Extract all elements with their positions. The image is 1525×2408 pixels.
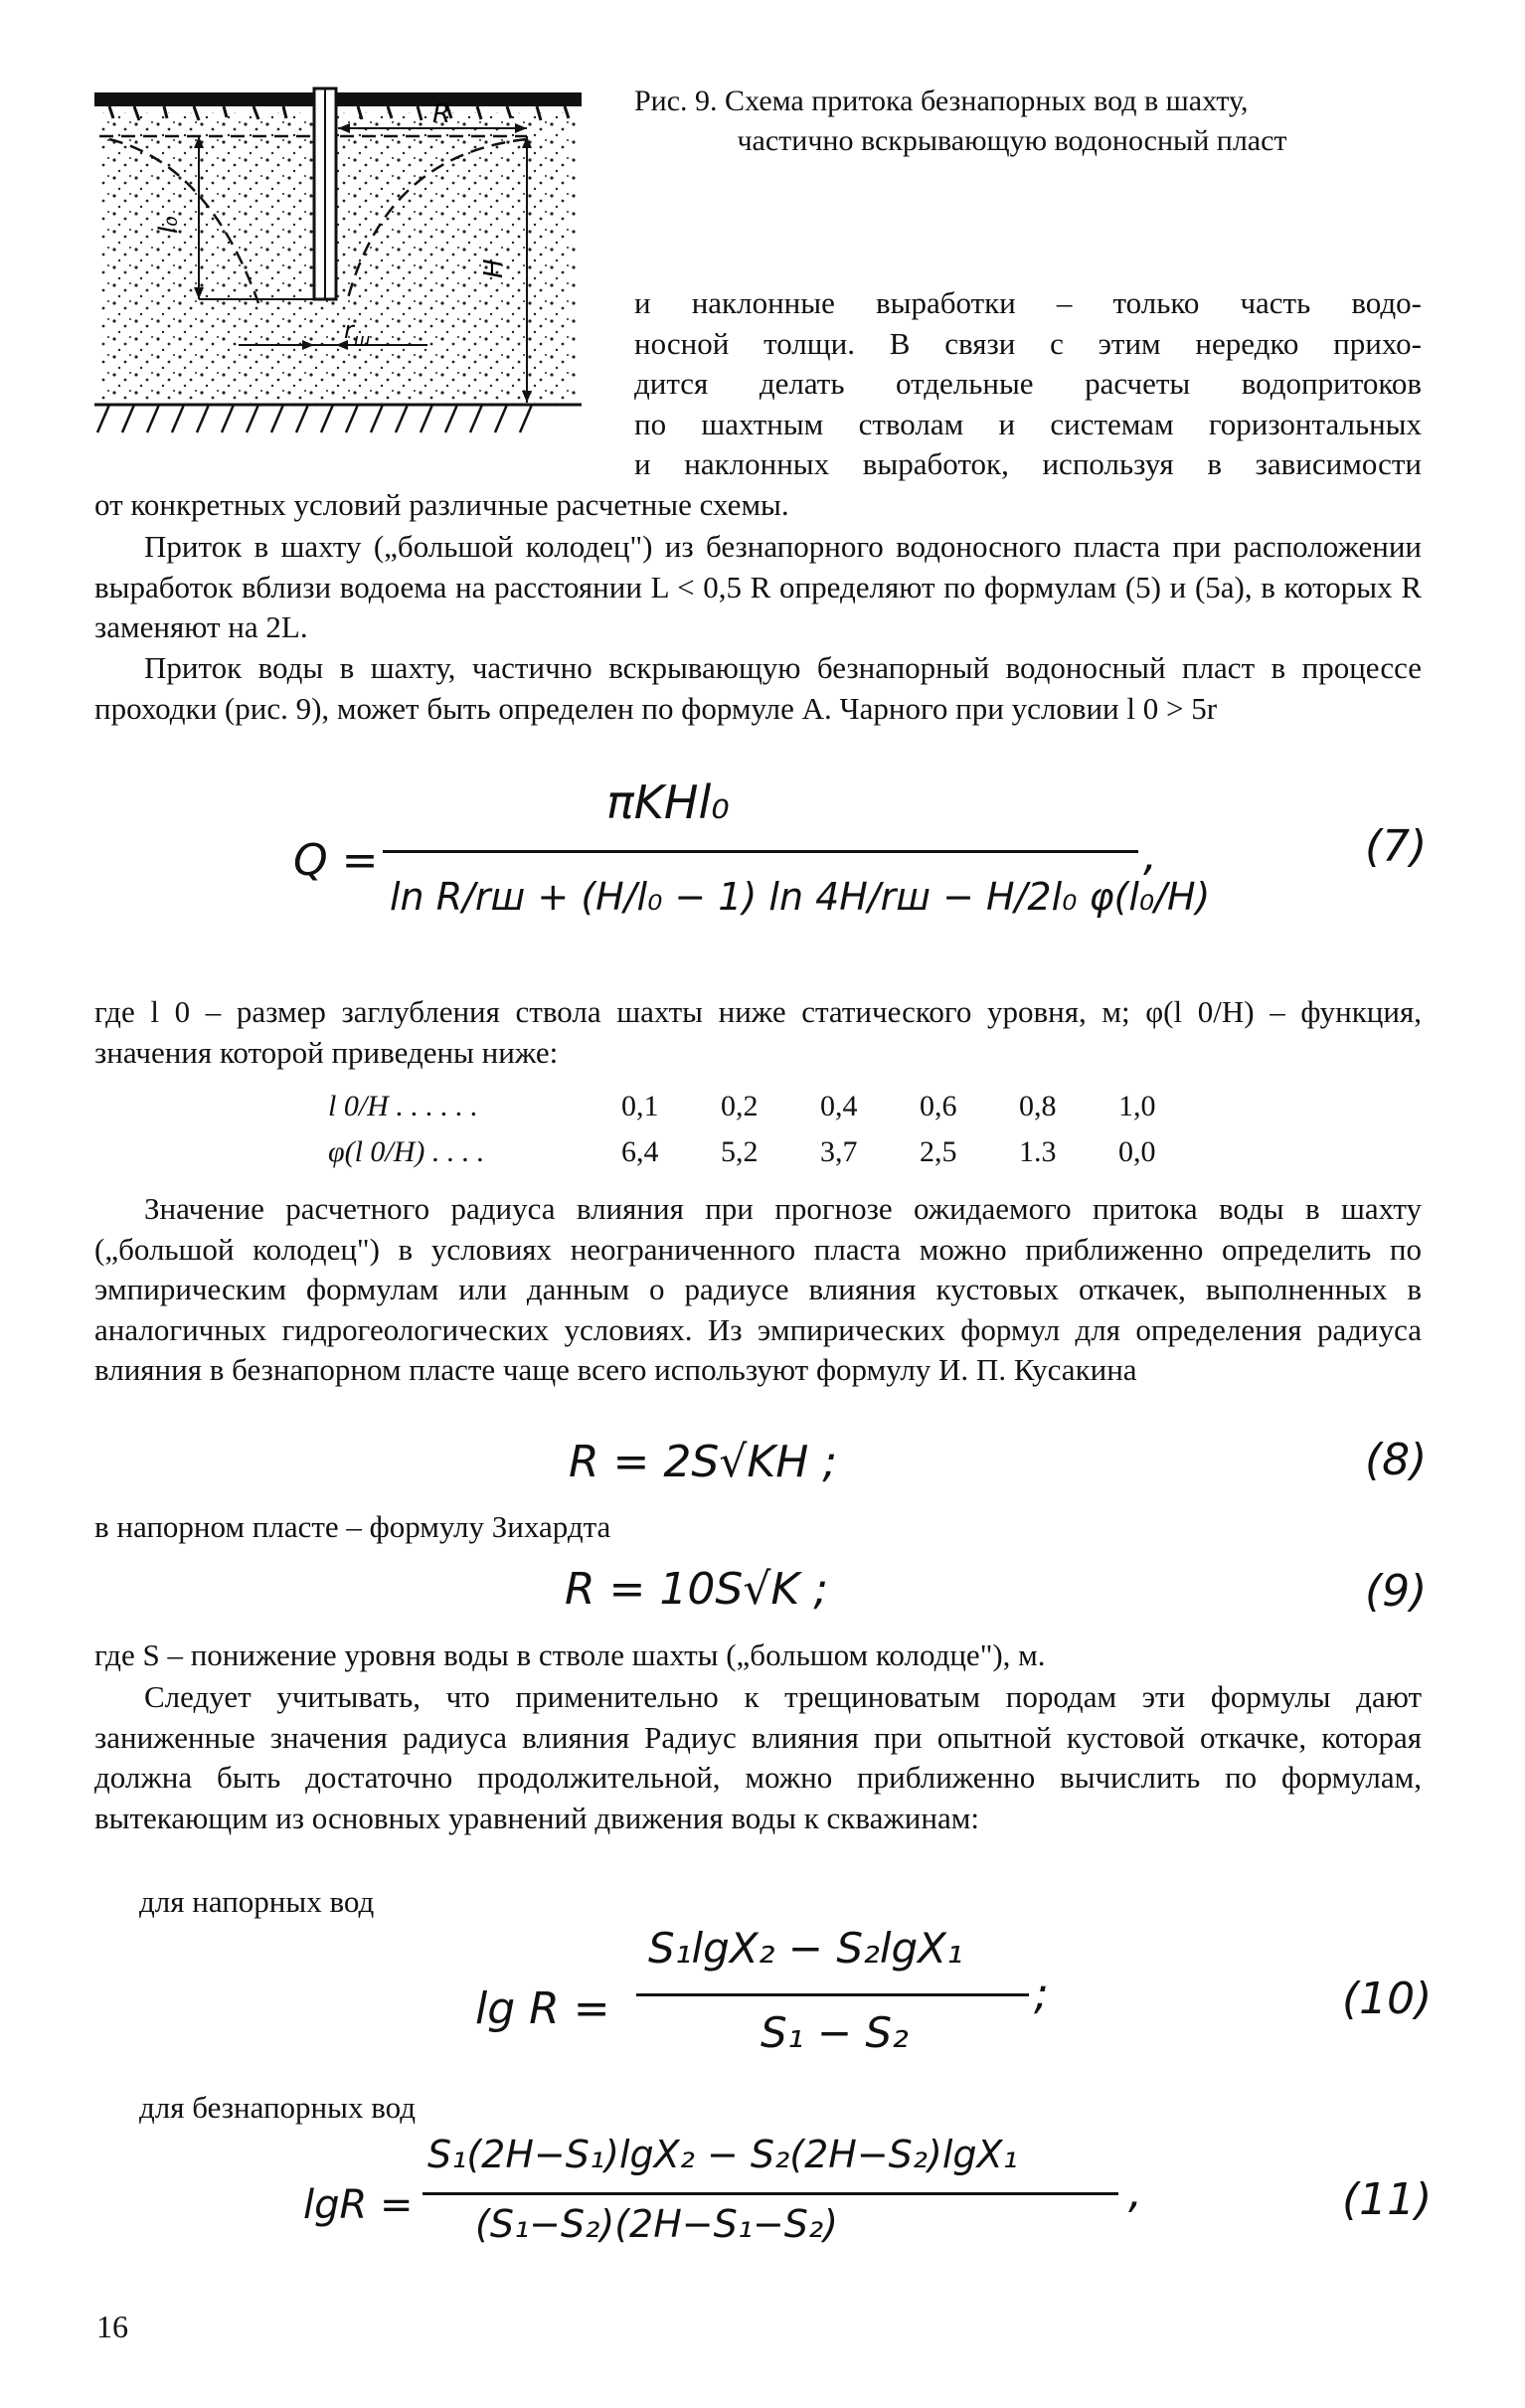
phi-cell: 0,8: [1019, 1090, 1057, 1122]
phi-cell: 1,0: [1118, 1090, 1156, 1122]
paragraph-fractured: [94, 1677, 1422, 1838]
eq7-denominator: ln R/rш + (H/l₀ − 1) ln 4H/rш − H/2l₀ φ(l₀/H): [390, 875, 1211, 919]
intro-line: и наклонных выработок, используя в зависимости: [634, 446, 1422, 481]
eq10-denominator: S₁ − S₂: [761, 2008, 909, 2057]
eq8-formula: R = 2S√KH ;: [569, 1437, 838, 1487]
label-rsh: $r_ш$: [344, 316, 371, 351]
intro-line: носной толщи. В связи с этим нередко прихо-: [634, 325, 1422, 361]
eq11-numerator: S₁(2H−S₁)lgX₂ − S₂(2H−S₂)lgX₁: [427, 2133, 1018, 2176]
eq9-number: (9): [1365, 1566, 1428, 1617]
pressure-waters-label: для напорных вод: [139, 1884, 375, 1919]
intro-last-line: от конкретных условий различные расчетные схемы.: [94, 487, 789, 522]
phi-row-values-label: φ(l 0/H) . . . .: [328, 1135, 485, 1168]
eq10-numerator: S₁lgX₂ − S₂lgX₁: [648, 1924, 963, 1973]
intro-line: и наклонные выработки – только часть водо-: [634, 285, 1422, 320]
phi-table: [328, 1084, 1218, 1175]
phi-cell: 0,1: [621, 1090, 659, 1122]
eq11-denominator: (S₁−S₂)(2H−S₁−S₂): [475, 2202, 838, 2246]
ground-surface: [94, 92, 582, 106]
paragraph-radius: [94, 1189, 1422, 1391]
label-h: H: [479, 258, 509, 278]
eq11-lhs: lgR =: [303, 2182, 414, 2228]
pressure-layer-label: в напорном пласте – формулу Зихардта: [94, 1509, 611, 1544]
aquifer-fill: [99, 112, 577, 403]
eq10-fraction-bar: [636, 1993, 1029, 1996]
phi-row-values: [328, 1129, 1218, 1175]
paragraph-charny-text: Приток воды в шахту, частично вскрывающую безнапорный водоносный пласт в процессе проходки (рис. 9), может быть определен по формуле А. Чарного при условии l 0 > 5r: [94, 650, 1422, 726]
eq11-number: (11): [1342, 2174, 1433, 2225]
phi-cell: 2,5: [920, 1135, 957, 1168]
eq10-tail: ;: [1034, 1969, 1049, 2019]
phi-row-ratio: [328, 1084, 1218, 1129]
eq7-numerator: πKHl₀: [606, 775, 730, 829]
figure-caption: [634, 82, 1430, 161]
eq10-number: (10): [1342, 1974, 1433, 2024]
free-waters-label: для безнапорных вод: [139, 2090, 417, 2125]
page-number: 16: [96, 2309, 128, 2344]
label-l0: l₀: [154, 216, 184, 234]
phi-cell: 0,2: [721, 1090, 759, 1122]
phi-cell: 0,4: [820, 1090, 858, 1122]
caption-line-1: Рис. 9. Схема притока безнапорных вод в шахту,: [634, 85, 1249, 117]
eq7-comma: ,: [1143, 830, 1157, 881]
eq8-number: (8): [1365, 1435, 1428, 1485]
phi-row-ratio-label: l 0/H . . . . . .: [328, 1090, 478, 1122]
eq7-lhs: Q =: [293, 835, 379, 886]
eq10-lhs: lg R =: [475, 1983, 610, 2034]
phi-cell: 3,7: [820, 1135, 858, 1168]
caption-line-2: частично вскрывающую водоносный пласт: [737, 124, 1287, 157]
intro-line: дится делать отдельные расчеты водопритоков: [634, 366, 1422, 401]
phi-cell: 0,6: [920, 1090, 957, 1122]
figure-9-diagram: [89, 85, 587, 447]
intro-line: по шахтным стволам и системам горизонтальных: [634, 406, 1422, 441]
phi-cell: 6,4: [621, 1135, 659, 1168]
intro-wrapped-text: [634, 283, 1422, 485]
paragraph-charny: [94, 648, 1422, 729]
phi-cell: 0,0: [1118, 1135, 1156, 1168]
where-s: где S – понижение уровня воды в стволе шахты („большом колодце"), м.: [94, 1637, 1046, 1672]
eq7-fraction-bar: [383, 850, 1138, 853]
paragraph-big-well-text: Приток в шахту („большой колодец") из безнапорного водоносного пласта при расположении выработок вблизи водоема на расстоянии L < 0,5 R определяют по формулам (5) и (5а), в которых R заменяют на 2L.: [94, 529, 1422, 644]
phi-cell: 5,2: [721, 1135, 759, 1168]
eq11-fraction-bar: [423, 2192, 1118, 2195]
phi-cell: 1.3: [1019, 1135, 1057, 1168]
paragraph-radius-text: Значение расчетного радиуса влияния при прогнозе ожидаемого притока воды в шахту („большой колодец") в условиях неограниченного пласта можно приближенно определить по эмпирическим формулам или данным о радиусе влияния кустовых откачек, выполненных в аналогичных гидрогеологических условиях. Из эмпирических формул для определения радиуса влияния в безнапорном пласте чаще всего используют формулу И. П. Кусакина: [94, 1191, 1422, 1387]
where-l0: где l 0 – размер заглубления ствола шахты ниже статического уровня, м; φ(l 0/H) – функция, значения которой приведены ниже:: [94, 994, 1422, 1070]
eq11-tail: ,: [1128, 2167, 1142, 2218]
label-r: R: [432, 99, 451, 129]
eq7-number: (7): [1365, 821, 1428, 872]
paragraph-big-well: [94, 527, 1422, 648]
base-hatching: [97, 405, 532, 432]
eq9-formula: R = 10S√K ;: [565, 1564, 829, 1615]
paragraph-fractured-text: Следует учитывать, что применительно к трещиноватым породам эти формулы дают заниженные значения радиуса влияния Радиус влияния при опытной кустовой откачке, которая должна быть достаточно продолжительной, можно приближенно вычислить по формулам, вытекающим из основных уравнений движения воды к скважинам:: [94, 1679, 1422, 1835]
